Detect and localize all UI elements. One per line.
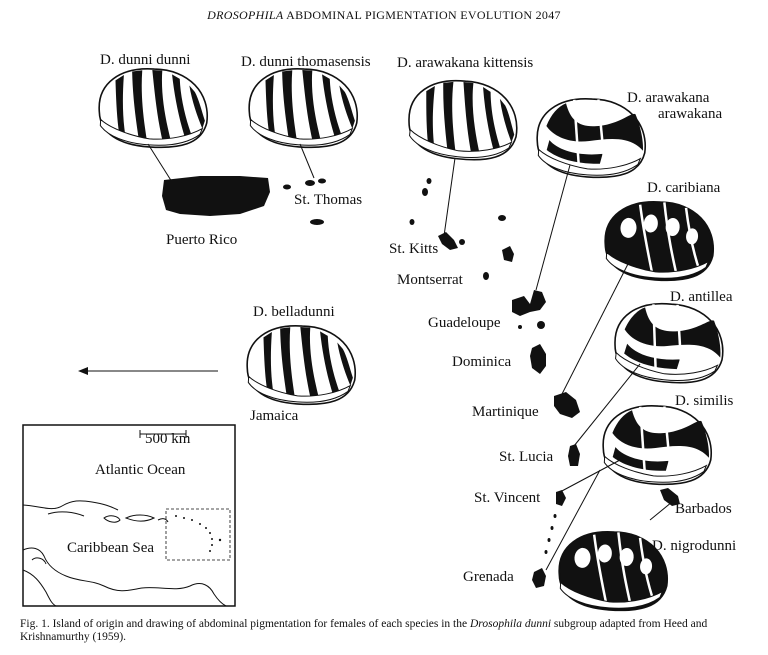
island-small bbox=[410, 219, 415, 225]
island-small bbox=[459, 239, 465, 245]
island-small bbox=[283, 185, 291, 190]
abdomen-dunni-dunni bbox=[97, 65, 211, 151]
grenadine-dot bbox=[548, 538, 551, 542]
abdomen-similis bbox=[601, 402, 715, 488]
abdomen-dunni-thomasensis bbox=[247, 65, 361, 151]
label-dominica: Dominica bbox=[452, 354, 512, 370]
guadeloupe-island bbox=[512, 290, 546, 316]
abdomen-arawakana-kittensis bbox=[405, 76, 521, 165]
label-st-kitts: St. Kitts bbox=[389, 241, 439, 257]
label-belladunni: D. belladunni bbox=[253, 304, 335, 320]
abdomen-belladunni bbox=[245, 322, 359, 408]
label-dunni-thomasensis: D. dunni thomasensis bbox=[241, 54, 371, 70]
label-guadeloupe: Guadeloupe bbox=[428, 315, 501, 331]
grenadine-dot bbox=[545, 550, 548, 554]
label-st-vincent: St. Vincent bbox=[474, 490, 541, 506]
scale-label: 500 km bbox=[145, 431, 191, 447]
island-small bbox=[422, 188, 428, 196]
label-jamaica: Jamaica bbox=[250, 408, 299, 424]
caption-text-b: subgroup adapted from Heed and Krishnamurthy (1959). bbox=[20, 618, 708, 643]
header-italic: DROSOPHILA bbox=[207, 8, 284, 22]
abdomen-caribiana bbox=[603, 198, 717, 284]
island-small bbox=[305, 180, 315, 186]
st-vincent-island bbox=[556, 490, 566, 506]
page-number: 2047 bbox=[535, 8, 561, 22]
island-small bbox=[498, 215, 506, 221]
island-small bbox=[318, 179, 326, 184]
island-small bbox=[310, 219, 324, 225]
label-nigrodunni: D. nigrodunni bbox=[652, 538, 737, 554]
label-antillea: D. antillea bbox=[670, 289, 733, 305]
montserrat-island bbox=[483, 272, 489, 280]
grenadine-dot bbox=[551, 526, 554, 530]
island-small bbox=[427, 178, 432, 184]
caption-italic: Drosophila dunni bbox=[469, 618, 552, 630]
caption-text-a: Island of origin and drawing of abdominal pigmentation for females of each species in the bbox=[49, 618, 470, 630]
atlantic-ocean-label: Atlantic Ocean bbox=[95, 462, 186, 478]
label-st-thomas: St. Thomas bbox=[294, 192, 363, 208]
caption-fig-label: Fig. 1. bbox=[20, 618, 50, 630]
island-small bbox=[502, 246, 514, 262]
island-small bbox=[537, 321, 545, 329]
st-lucia-island bbox=[568, 444, 580, 466]
label-martinique: Martinique bbox=[472, 404, 539, 420]
islands bbox=[162, 176, 680, 588]
inset-map bbox=[23, 425, 235, 606]
label-montserrat: Montserrat bbox=[397, 272, 463, 288]
martinique-island bbox=[554, 392, 580, 418]
label-dunni-dunni: D. dunni dunni bbox=[100, 52, 191, 68]
label-barbados: Barbados bbox=[675, 501, 732, 517]
dominica-island bbox=[530, 344, 546, 374]
grenadine-dot bbox=[554, 514, 557, 518]
arrow-head bbox=[78, 367, 88, 375]
puerto-rico-island bbox=[162, 176, 270, 216]
label-similis: D. similis bbox=[675, 393, 734, 409]
abdomen-antillea bbox=[611, 299, 727, 388]
abdomen-arawakana-arawakana bbox=[535, 95, 649, 181]
label-grenada: Grenada bbox=[463, 569, 514, 585]
label-arawakana-kittensis: D. arawakana kittensis bbox=[397, 55, 534, 71]
label-caribiana: D. caribiana bbox=[647, 180, 721, 196]
st-kitts-island bbox=[438, 232, 458, 250]
caribbean-sea-label: Caribbean Sea bbox=[67, 540, 155, 556]
island-small bbox=[518, 325, 522, 329]
figure-caption bbox=[20, 618, 750, 644]
header-title: ABDOMINAL PIGMENTATION EVOLUTION bbox=[283, 8, 533, 22]
label-arawakana-arawakana-1: D. arawakana bbox=[627, 90, 710, 106]
label-st-lucia: St. Lucia bbox=[499, 449, 554, 465]
grenada-island bbox=[532, 568, 546, 588]
inset-map-frame bbox=[23, 425, 235, 606]
label-puerto-rico: Puerto Rico bbox=[166, 232, 238, 248]
label-arawakana-arawakana-2: arawakana bbox=[658, 106, 723, 122]
